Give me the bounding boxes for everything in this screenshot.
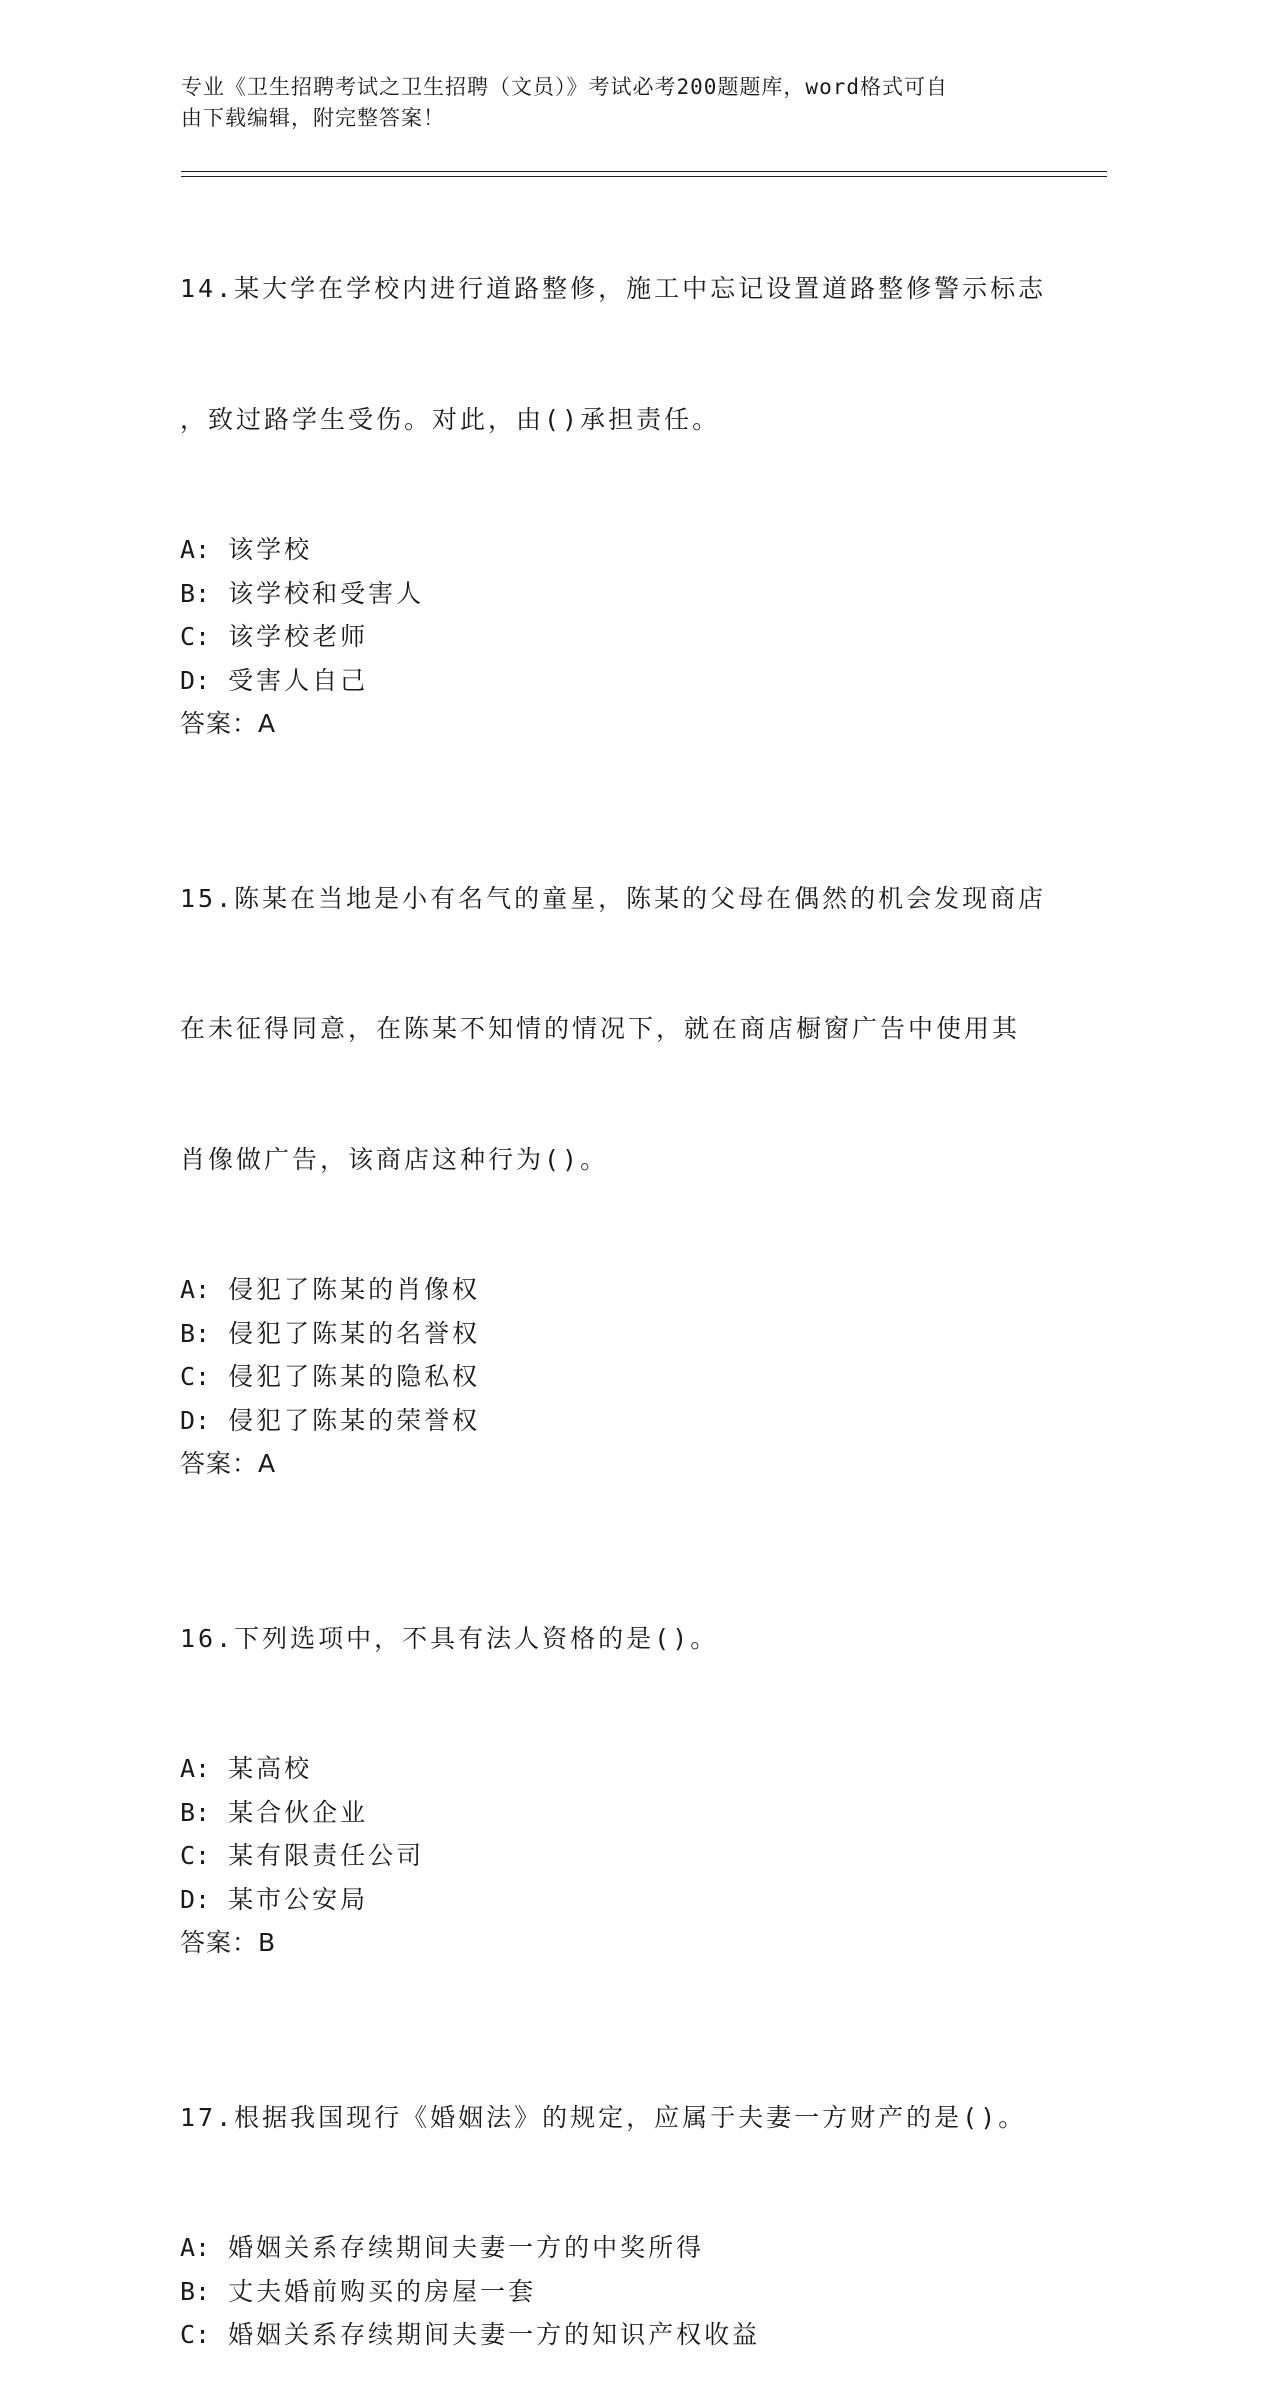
- question-stem: [180, 180, 1060, 528]
- question-14: [180, 180, 1060, 746]
- question-stem-line: 在未征得同意，在陈某不知情的情况下，就在商店橱窗广告中使用其: [180, 1014, 1021, 1043]
- option-d: [180, 1878, 1060, 1922]
- header-line-2: 由下载编辑，附完整答案！: [181, 106, 445, 130]
- option-b: [180, 572, 1060, 616]
- option-text: 某合伙企业: [228, 1797, 369, 1827]
- option-c: [180, 1834, 1060, 1878]
- option-letter: B:: [180, 1797, 211, 1827]
- question-stem-line: 17.根据我国现行《婚姻法》的规定，应属于夫妻一方财产的是()。: [180, 2102, 1027, 2132]
- option-b: [180, 1791, 1060, 1835]
- option-letter: C:: [180, 2320, 211, 2349]
- option-text: 婚姻关系存续期间夫妻一方的知识产权收益: [228, 2320, 761, 2349]
- answer-line: 答案：A: [180, 709, 277, 738]
- option-letter: A:: [180, 2233, 211, 2262]
- option-text: 某有限责任公司: [228, 1841, 425, 1870]
- option-c: [180, 615, 1060, 659]
- option-text: 侵犯了陈某的荣誉权: [228, 1405, 481, 1435]
- option-c: [180, 1355, 1060, 1399]
- question-list: [180, 180, 1060, 2401]
- document-header: [181, 72, 1081, 134]
- option-d: [180, 659, 1060, 703]
- option-d: [180, 1399, 1060, 1443]
- option-letter: B:: [180, 2276, 211, 2306]
- option-text: 该学校: [228, 535, 313, 564]
- question-stem-line: 16.下列选项中，不具有法人资格的是()。: [180, 1623, 719, 1653]
- option-letter: C:: [180, 1362, 211, 1391]
- option-text: 某市公安局: [228, 1884, 369, 1914]
- option-a: [180, 1268, 1060, 1312]
- option-text: 该学校老师: [228, 622, 369, 651]
- option-a: [180, 528, 1060, 572]
- option-text: 婚姻关系存续期间夫妻一方的中奖所得: [228, 2233, 705, 2262]
- option-letter: D:: [180, 665, 211, 695]
- header-line-1: 专业《卫生招聘考试之卫生招聘（文员）》考试必考200题题库，word格式可自: [181, 75, 948, 99]
- option-text: 侵犯了陈某的肖像权: [228, 1275, 481, 1304]
- option-letter: A:: [180, 1275, 211, 1304]
- option-text: 该学校和受害人: [228, 578, 425, 608]
- option-b: [180, 2270, 1060, 2314]
- question-stem: [180, 1530, 1060, 1748]
- question-16: [180, 1530, 1060, 1965]
- header-rule-top: [181, 171, 1107, 172]
- question-stem-line: 15.陈某在当地是小有名气的童星，陈某的父母在偶然的机会发现商店: [180, 883, 1047, 913]
- question-stem-line: ，致过路学生受伤。对此，由()承担责任。: [180, 404, 721, 434]
- option-letter: B:: [180, 1318, 211, 1348]
- question-stem-line: 14.某大学在学校内进行道路整修，施工中忘记设置道路整修警示标志: [180, 274, 1047, 303]
- option-letter: A:: [180, 1754, 211, 1783]
- option-letter: B:: [180, 578, 211, 608]
- question-stem: [180, 2009, 1060, 2227]
- answer-line: 答案：A: [180, 1449, 277, 1478]
- option-letter: C:: [180, 622, 211, 651]
- question-stem-line: 肖像做广告，该商店这种行为()。: [180, 1144, 609, 1174]
- question-17: [180, 2009, 1060, 2357]
- option-text: 某高校: [228, 1754, 313, 1783]
- option-text: 丈夫婚前购买的房屋一套: [228, 2276, 537, 2306]
- option-letter: D:: [180, 1884, 211, 1914]
- option-text: 侵犯了陈某的隐私权: [228, 1362, 481, 1391]
- header-rule-bottom: [181, 176, 1107, 177]
- option-text: 侵犯了陈某的名誉权: [228, 1318, 481, 1348]
- option-a: [180, 2226, 1060, 2270]
- option-b: [180, 1312, 1060, 1356]
- question-stem: [180, 790, 1060, 1269]
- option-c: [180, 2313, 1060, 2357]
- option-letter: A:: [180, 535, 211, 564]
- option-letter: C:: [180, 1841, 211, 1870]
- option-a: [180, 1747, 1060, 1791]
- answer-line: 答案：B: [180, 1928, 277, 1957]
- option-text: 受害人自己: [228, 665, 369, 695]
- question-15: [180, 790, 1060, 1486]
- option-letter: D:: [180, 1405, 211, 1435]
